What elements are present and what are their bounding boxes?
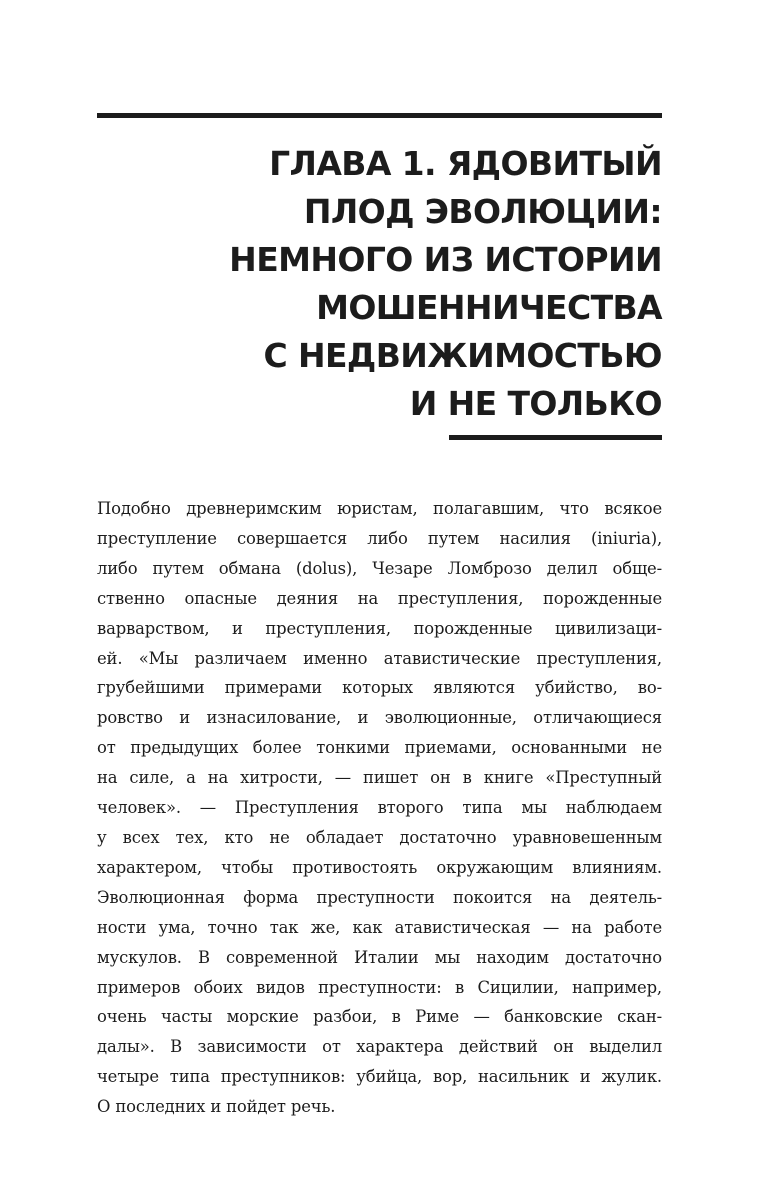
chapter-title-line: НЕМНОГО ИЗ ИСТОРИИ: [229, 240, 662, 279]
paragraph-line: варварством, и преступления, порожденные цивилизаци-: [97, 618, 662, 638]
paragraph-line: О последних и пойдет речь.: [97, 1097, 336, 1117]
paragraph-line: далы». В зависимости от характера действий он выделил: [97, 1037, 662, 1057]
chapter-title-line: ГЛАВА 1. ЯДОВИТЫЙ: [269, 144, 662, 183]
paragraph-line: ровство и изнасилование, и эволюционные, отличающиеся: [97, 708, 662, 728]
paragraph-line: от предыдущих более тонкими приемами, основанными не: [97, 738, 662, 758]
paragraph-line: Эволюционная форма преступности покоится на деятель-: [97, 887, 662, 907]
paragraph-line: грубейшими примерами которых являются убийство, во-: [97, 678, 662, 698]
paragraph-line: ей. «Мы различаем именно атавистические преступления,: [97, 648, 662, 668]
paragraph-line: мускулов. В современной Италии мы находим достаточно: [97, 947, 662, 967]
paragraph-line: либо путем обмана (dolus), Чезаре Ломброзо делил обще-: [97, 558, 662, 578]
chapter-title: [102, 140, 662, 428]
paragraph-line: Подобно древнеримским юристам, полагавшим, что всякое: [97, 499, 662, 518]
paragraph-line: у всех тех, кто не обладает достаточно уравновешенным: [97, 827, 662, 847]
paragraph-line: очень часты морские разбои, в Риме — банковские скан-: [97, 1007, 662, 1027]
paragraph-line: на силе, а на хитрости, — пишет он в книге «Преступный: [97, 768, 662, 788]
chapter-title-line: ПЛОД ЭВОЛЮЦИИ:: [303, 192, 662, 231]
paragraph-line: четыре типа преступников: убийца, вор, насильник и жулик.: [97, 1067, 662, 1087]
chapter-title-line: И НЕ ТОЛЬКО: [409, 384, 662, 423]
paragraph-line: ности ума, точно так же, как атавистическая — на работе: [97, 917, 662, 937]
paragraph-line: характером, чтобы противостоять окружающим влияниям.: [97, 857, 662, 877]
paragraph-line: человек». — Преступления второго типа мы наблюдаем: [97, 798, 662, 818]
paragraph-line: преступление совершается либо путем насилия (iniuria),: [97, 528, 662, 548]
chapter-title-line: С НЕДВИЖИМОСТЬЮ: [263, 336, 662, 375]
title-underline-rule: [449, 435, 662, 440]
paragraph-line: ственно опасные деяния на преступления, порожденные: [97, 588, 662, 608]
paragraph-line: примеров обоих видов преступности: в Сицилии, например,: [97, 977, 662, 997]
top-rule: [97, 113, 662, 118]
body-paragraph: [97, 494, 662, 1122]
chapter-title-line: МОШЕННИЧЕСТВА: [316, 288, 662, 327]
